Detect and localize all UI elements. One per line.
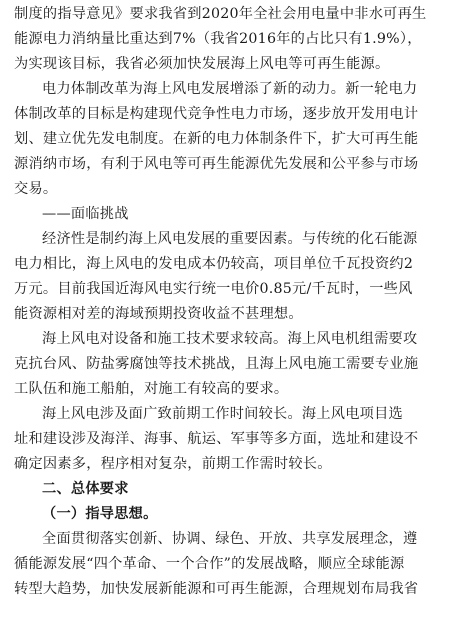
paragraph-line: 址和建设涉及海洋、海事、航运、军事等多方面，选址和建设不: [14, 431, 419, 447]
paragraph-line: 转型大趋势，加快发展新能源和可再生能源，合理规划布局我省: [14, 581, 419, 597]
paragraph-line: 源消纳市场，有利于风电等可再生能源优先发展和公平参与市场: [14, 156, 419, 172]
paragraph-line: 体制改革的目标是构建现代竞争性电力市场，逐步放开发用电计: [14, 106, 419, 122]
section-heading: 二、总体要求: [42, 481, 129, 497]
paragraph-line: 制度的指导意见》要求我省到2020年全社会用电量中非水可再生: [14, 6, 427, 22]
paragraph-line: 海上风电对设备和施工技术要求较高。海上风电机组需要攻: [42, 331, 418, 347]
paragraph-line: 工队伍和施工船舶，对施工有较高的要求。: [14, 381, 289, 397]
paragraph-line: 能资源相对差的海域预期投资收益不甚理想。: [14, 306, 303, 322]
paragraph-line: 确定因素多，程序相对复杂，前期工作需时较长。: [14, 456, 332, 472]
subsection-heading: （一）指导思想。: [42, 506, 158, 522]
paragraph-line: 电力相比，海上风电的发电成本仍较高，项目单位千瓦投资约2: [14, 256, 414, 272]
paragraph-line: 万元。目前我国近海风电实行统一电价0.85元/千瓦时，一些风: [14, 281, 413, 297]
text-body: [14, 2, 451, 602]
paragraph-line: 交易。: [14, 181, 58, 197]
paragraph-line: 循能源发展“四个革命、一个合作”的发展战略，顺应全球能源: [14, 556, 405, 572]
paragraph-line: 克抗台风、防盐雾腐蚀等技术挑战，且海上风电施工需要专业施: [14, 356, 419, 372]
paragraph-line: 电力体制改革为海上风电发展增添了新的动力。新一轮电力: [42, 81, 418, 97]
paragraph-line: 能源电力消纳量比重达到7%（我省2016年的占比只有1.9%），: [14, 31, 422, 47]
paragraph-line: 海上风电涉及面广致前期工作时间较长。海上风电项目选: [42, 406, 403, 422]
paragraph-line: 全面贯彻落实创新、协调、绿色、开放、共享发展理念，遵: [42, 531, 418, 547]
paragraph-line: 为实现该目标，我省必须加快发展海上风电等可再生能源。: [14, 56, 390, 72]
paragraph-line: 经济性是制约海上风电发展的重要因素。与传统的化石能源: [42, 231, 418, 247]
paragraph-line: ——面临挑战: [42, 206, 129, 222]
paragraph-line: 划、建立优先发电制度。在新的电力体制条件下，扩大可再生能: [14, 131, 419, 147]
